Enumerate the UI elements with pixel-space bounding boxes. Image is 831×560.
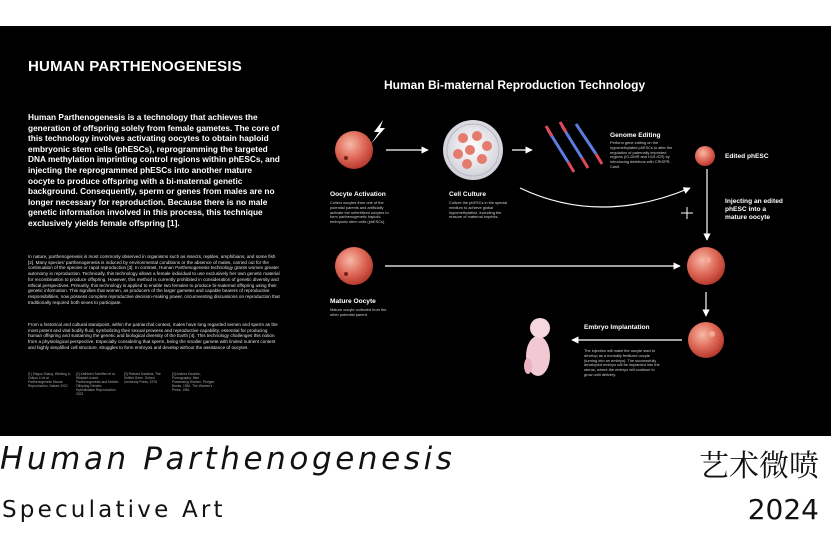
oocyte-activation-label: Oocyte Activation — [330, 191, 386, 198]
mature-oocyte-label: Mature Oocyte — [330, 298, 376, 305]
caption-title-cn: 艺术微喷 — [699, 449, 819, 484]
genome-editing-desc: Perform gene editing on the hypomethylated phESCs to alter the regulation of paternally imprinted regions (IG-DMR and H19-ICR) by introducing deletions with CRISPR-Cas9. — [610, 140, 673, 169]
poster-intro: Human Parthenogenesis is a technology that achieves the generation of offspring solely from female gametes. The core of this technology involves activating oocytes to obtain haploid embryonic stem cells (phESCs), reprogramming the targeted DNA methylation imprinting control regions within phESCs, and injecting the reprogrammed phESCs into another mature oocyte to produce offspring with a bi-maternal genetic background. Consequently, sperm or genes from males are no longer necessary for reproduction. Because there is no male genetic information involved in this process, this technique exclusively yields female offspring [1]. — [28, 112, 280, 228]
plus-icon — [681, 207, 693, 219]
fetus-icon — [524, 318, 550, 376]
cell-culture-desc: Culture the phESCs in the special medium to achieve global hypomethylation, including the erasure of maternal imprints. — [449, 200, 508, 220]
caption-year: 2024 — [747, 493, 819, 526]
reference-3: [3] Richard Dawkins, The Selfish Gene. Oxford University Press, 1976 — [124, 372, 161, 385]
caption-subtitle: Speculative Art — [2, 497, 226, 523]
cell-culture-label: Cell Culture — [449, 191, 487, 198]
embryo-implantation-desc: The injection will make the oocyte start to develop as a normally fertilized oocyte (turning into an embryo). The successfully developed embryo will be implanted into the uterus, where the embryo will continue to grow until delivery. — [584, 348, 660, 377]
lightning-icon — [371, 120, 385, 144]
poster-body-paragraph-1: In nature, parthenogenesis is most commonly observed in organisms such as insects, reptiles, amphibians, and some fish [2]. Many species' parthenogenesis is induced by environmental conditions or the absence of males, carried out for the continuation of the species or rapid reproduction [3]. In contrast, Human Parthenogenesis technology grants women greater autonomy in reproduction. Technically, this technology allows a female individual to use exclusively her own genetic material for recombination to produce offspring. However, this method is currently prohibited in consideration of genetic diversity and ethical perspectives. Primarily, this technology is applied to enable two females to produce bi-maternal offspring using their genetic information. This signifies that women, as producers of the larger gametes and capable bearers of reproductive responsibilities, now possess complete reproductive decision-making power, circumventing discussions on reproduction that traditionally required both sexes to participate. — [28, 254, 280, 305]
oocyte-activation-cell — [335, 131, 373, 169]
genome-editing-label: Genome Editing — [610, 132, 661, 139]
edited-phesc-label: Edited phESC — [725, 153, 769, 160]
poster — [0, 26, 831, 436]
diagram-graphics — [0, 26, 831, 436]
injecting-label: Injecting an edited phESC into a mature oocyte — [725, 198, 783, 221]
reference-1: [1] Zhiguo Zhang, Wenting Li, Zhikun Li et al. Parthenogenetic Mouse Reproduction. Nature 2022 — [28, 372, 72, 389]
injected-oocyte-cell — [687, 247, 725, 285]
embryo-cell — [688, 322, 724, 358]
oocyte-activation-desc: Collect oocytes from one of the potential parents and artificially activate the unfertilized oocytes to form parthenogenetic haploid embryonic stem cells (phESCs). — [330, 200, 389, 225]
poster-title: HUMAN PARTHENOGENESIS — [28, 58, 242, 75]
embryo-implantation-label: Embryo Implantation — [584, 324, 650, 331]
arrow-icon — [520, 188, 690, 207]
caption-title: Human Parthenogenesis — [0, 441, 456, 477]
reference-2: [2] Kathleen Scheffen et al. Whiptail Lizard: Parthenogenesis and Mother-Offspring Genetic Hybridization Reproduction 2023 — [76, 372, 120, 397]
dna-strand-icon — [546, 122, 602, 172]
reference-4: [4] Andrea Dworkin, Pornography: Men Possessing Women. Perigee Books, 1981. The Women's Press, 1981 — [172, 372, 215, 393]
poster-body-paragraph-2: From a historical and cultural standpoint, within the patriarchal context, males have long regarded semen and sperm as the most potent and vital bodily fluid, symbolizing their sexual prowess and reproductive capability, essential for producing human offspring and sustaining the genetic and biological diversity of the Earth [4]. This technology challenges this notion from a physiological perspective. Especially considering that sperm, being the smaller gamete with limited nutrient content and highly simplified cell structure, struggles to form embryos and develop without the assistance of oocytes. — [28, 322, 278, 350]
petri-dish-icon — [443, 120, 503, 180]
mature-oocyte-cell — [335, 247, 373, 285]
diagram-title: Human Bi-maternal Reproduction Technology — [384, 78, 646, 92]
edited-phesc-cell — [695, 146, 715, 166]
mature-oocyte-desc: Mature oocyte collected from the other potential parent. — [330, 307, 387, 317]
